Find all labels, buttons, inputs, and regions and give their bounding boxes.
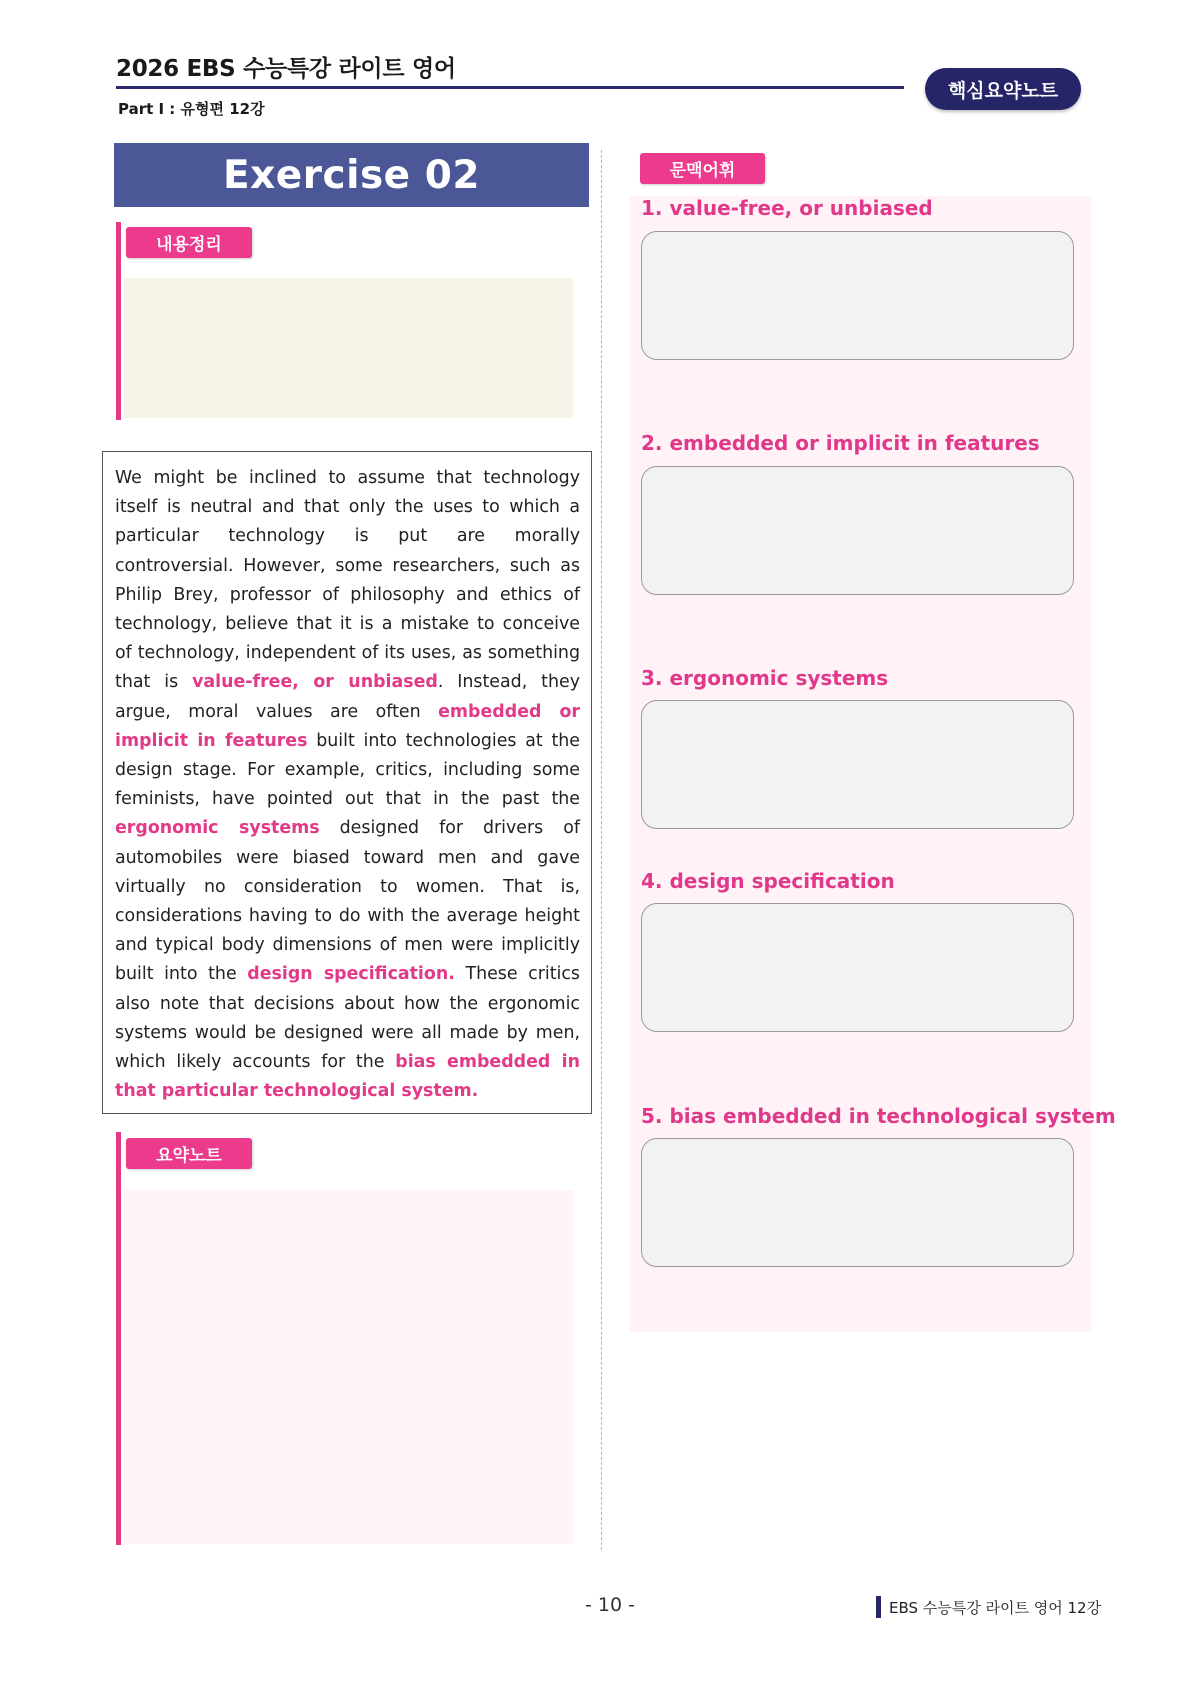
vocab-term-2: 2. embedded or implicit in features [641,431,1040,455]
vocab-answer-box-3[interactable] [641,700,1074,829]
passage-segment: These critics also note that decisions about how the ergonomic systems would be designed were all made by men, which likely accounts for the [115,964,580,1073]
summary-accent-bar [116,222,121,420]
notes-accent-bar [116,1132,121,1545]
passage-highlight: value-free, or unbiased [192,672,438,693]
passage-highlight: embedded or implicit in features [115,701,580,751]
vocab-answer-box-2[interactable] [641,466,1074,595]
vocab-label: 문맥어휘 [640,153,765,184]
vocab-answer-box-1[interactable] [641,231,1074,360]
vocab-term-4: 4. design specification [641,869,895,893]
footer-accent-bar [876,1596,881,1618]
vocab-answer-box-4[interactable] [641,903,1074,1032]
document-title: 2026 EBS 수능특강 라이트 영어 [116,56,456,82]
passage-highlight: design specification. [247,964,455,985]
passage-box [102,451,592,1114]
summary-area [124,278,573,418]
notes-area [124,1190,573,1544]
footer [876,1596,1101,1618]
header-rule [116,86,904,89]
vocab-term-1: 1. value-free, or unbiased [641,196,933,220]
passage-text [115,464,580,1106]
footer-text: EBS 수능특강 라이트 영어 12강 [889,1598,1102,1617]
vocab-term-5: 5. bias embedded in technological system [641,1104,1116,1128]
vocab-answer-box-5[interactable] [641,1138,1074,1267]
passage-highlight: ergonomic systems [115,818,320,839]
passage-segment: . Instead, they argue, moral values are often [115,672,580,722]
exercise-title: Exercise 02 [114,143,589,207]
section-badge: 핵심요약노트 [925,68,1081,110]
passage-segment: designed for drivers of automobiles were biased toward men and gave virtually no consideration to women. That is, considerations having to do with the average height and typical body dimensions of men were implicitly built into the [115,818,580,985]
passage-highlight: bias embedded in that particular technological system. [115,1052,580,1102]
vocab-term-3: 3. ergonomic systems [641,666,889,690]
passage-segment: built into technologies at the design stage. For example, critics, including some feminists, have pointed out that in the past the [115,730,580,810]
page-number: - 10 - [585,1594,635,1616]
passage-segment: We might be inclined to assume that technology itself is neutral and that only the uses to which a particular technology is put are morally controversial. However, some researchers, such as Philip Brey, professor of philosophy and ethics of technology, believe that it is a mistake to conceive of technology, independent of its uses, as something that is [115,468,580,693]
notes-label: 요약노트 [126,1138,252,1169]
part-subtitle: Part Ⅰ : 유형편 12강 [118,100,265,118]
summary-label: 내용정리 [126,227,252,258]
column-divider [601,150,602,1550]
